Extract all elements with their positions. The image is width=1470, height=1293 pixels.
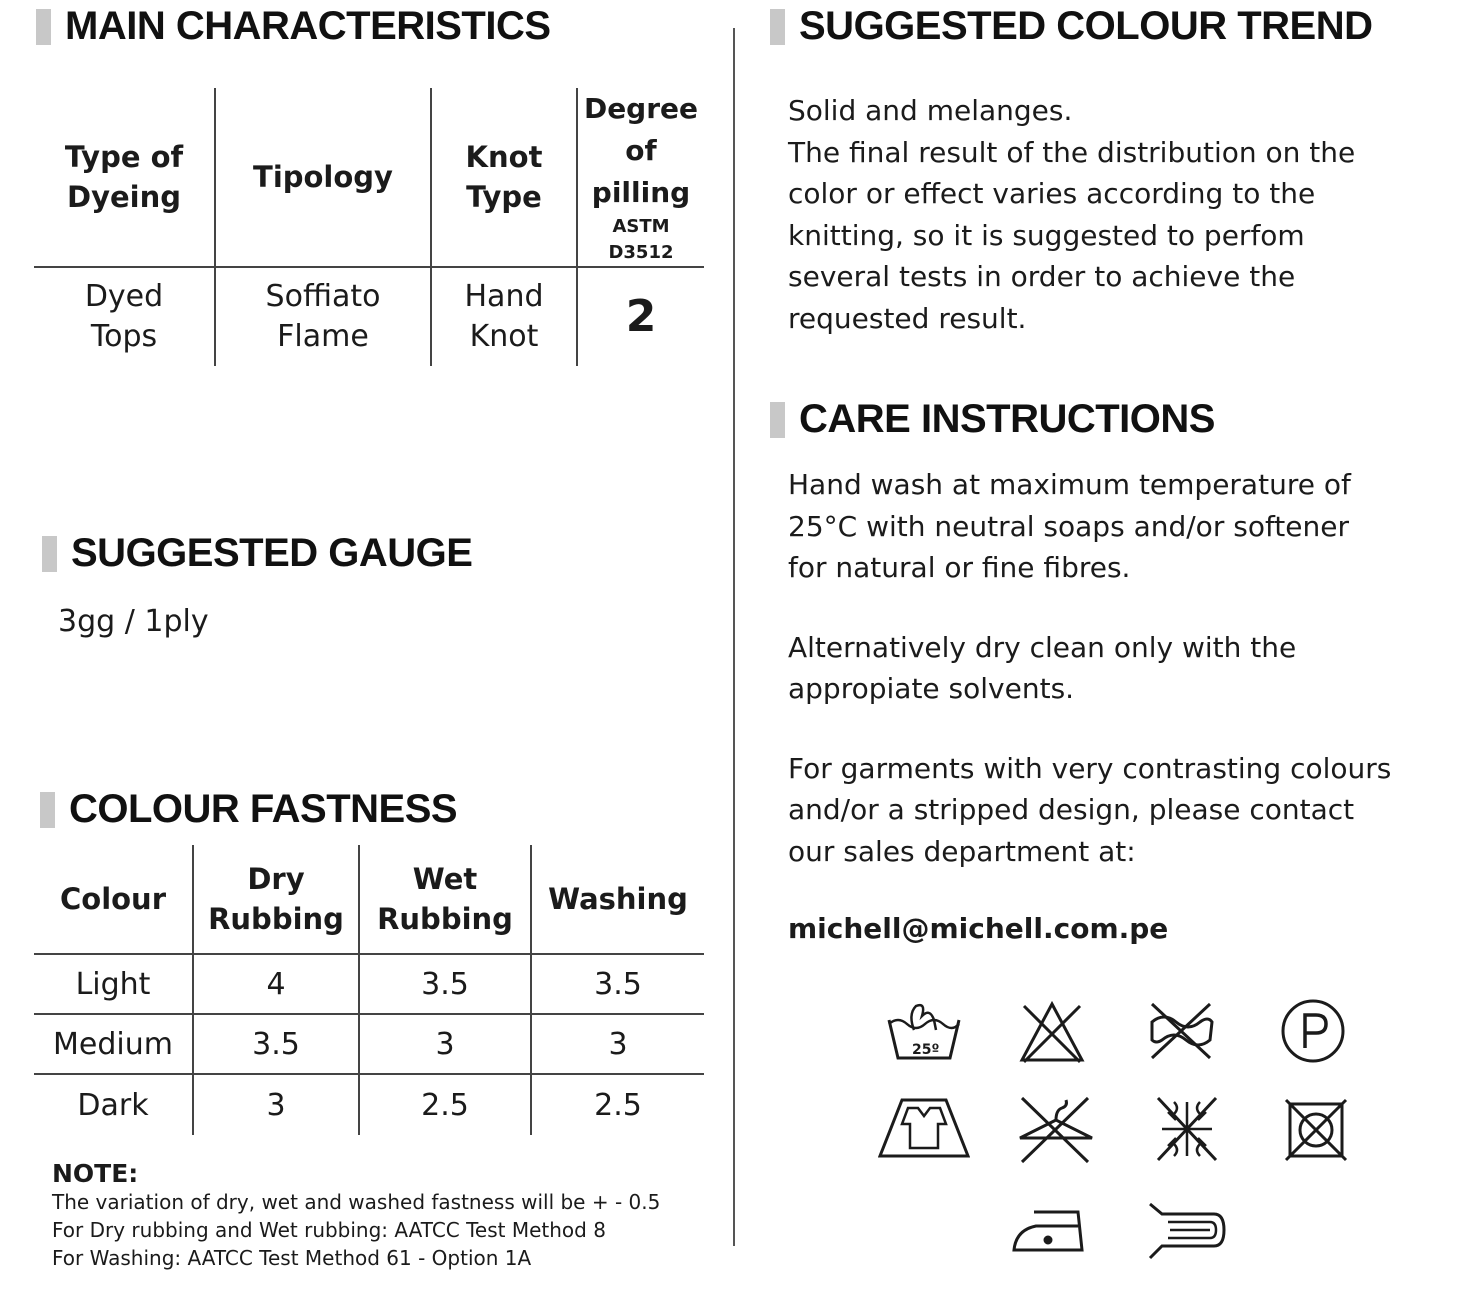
colour-trend-text: Solid and melanges. The final result of the distribution on the color or effect varies according to the knitting, so it is suggested to perfom several tests in order to achieve the requested result. (788, 94, 1356, 335)
note-title: NOTE: (52, 1159, 139, 1188)
colour-trend-heading (770, 4, 1372, 49)
colour-fastness-table (34, 845, 704, 1135)
note-line: For Washing: AATCC Test Method 61 - Option 1A (52, 1246, 532, 1270)
gauge-value: 3gg / 1ply (58, 604, 209, 639)
no-tumble-dryer-icon (1284, 1098, 1348, 1162)
heading-bar (42, 536, 57, 572)
care-text: Hand wash at maximum temperature of 25°C with neutral soaps and/or softener for natural or fine fibres. Alternatively dry clean only with the appropiate solvents. For garments with very contrasting colours and/or a stripped design, please contact our sales department at: (788, 468, 1392, 868)
header-pilling: Degree of pilling ASTM D3512 (577, 88, 704, 267)
heading-bar (36, 9, 51, 45)
contact-email[interactable]: michell@michell.com.pe (788, 912, 1169, 945)
section-title: COLOUR FASTNESS (69, 787, 458, 831)
table-row (34, 1074, 704, 1135)
note-block (52, 1160, 660, 1272)
cell-washing: 2.5 (531, 1074, 704, 1135)
heading-bar (770, 9, 785, 45)
pilling-standard: ASTM D3512 (608, 216, 674, 263)
no-steam-icon (1144, 1200, 1228, 1262)
iron-low-icon (1012, 1204, 1086, 1254)
value-pilling: 2 (577, 267, 704, 366)
svg-text:25º: 25º (912, 1042, 940, 1058)
suggested-gauge-heading (42, 531, 472, 576)
section-title: SUGGESTED GAUGE (71, 531, 473, 575)
header-dyeing: Type of Dyeing (34, 88, 215, 267)
cell-washing: 3 (531, 1014, 704, 1074)
cell-washing: 3.5 (531, 954, 704, 1014)
section-title: SUGGESTED COLOUR TREND (799, 4, 1373, 48)
dry-flat-icon (878, 1094, 970, 1160)
hand-wash-25-icon (886, 1000, 962, 1062)
header-knot: Knot Type (431, 88, 577, 267)
header-wet-rubbing: Wet Rubbing (359, 845, 531, 954)
table-row (34, 1014, 704, 1074)
header-washing: Washing (531, 845, 704, 954)
header-dry-rubbing: Dry Rubbing (193, 845, 359, 954)
section-title: MAIN CHARACTERISTICS (65, 4, 551, 48)
cell-wet: 3 (359, 1014, 531, 1074)
cell-colour: Medium (34, 1014, 193, 1074)
cell-dry: 3.5 (193, 1014, 359, 1074)
heading-bar (40, 792, 55, 828)
value-tipology: Soffiato Flame (215, 267, 431, 366)
main-characteristics-table (34, 88, 704, 366)
cell-wet: 3.5 (359, 954, 531, 1014)
value-dyeing: Dyed Tops (84, 279, 164, 354)
header-colour: Colour (34, 845, 193, 954)
care-instructions-heading (770, 397, 1215, 442)
table-header-row (34, 88, 704, 267)
table-header-row (34, 845, 704, 954)
column-divider (733, 28, 735, 1246)
value-knot: Hand Knot (431, 267, 577, 366)
note-line: For Dry rubbing and Wet rubbing: AATCC Test Method 8 (52, 1218, 606, 1242)
cell-dry: 4 (193, 954, 359, 1014)
cell-dry: 3 (193, 1074, 359, 1135)
cell-colour: Light (34, 954, 193, 1014)
section-title: CARE INSTRUCTIONS (799, 397, 1215, 441)
heading-bar (770, 402, 785, 438)
main-characteristics-heading (36, 4, 551, 49)
cell-wet: 2.5 (359, 1074, 531, 1135)
no-hang-dry-icon (1016, 1094, 1096, 1164)
colour-fastness-heading (40, 787, 457, 832)
cell-colour: Dark (77, 1087, 149, 1123)
no-bleach-icon (1018, 1000, 1086, 1064)
header-tipology: Tipology (215, 88, 431, 267)
no-wring-icon (1154, 1094, 1220, 1164)
table-row (34, 267, 704, 366)
note-line: The variation of dry, wet and washed fastness will be + - 0.5 (52, 1190, 661, 1214)
dry-clean-p-icon (1280, 998, 1346, 1064)
table-row (34, 954, 704, 1014)
no-tumble-dry-icon (1146, 1000, 1216, 1062)
